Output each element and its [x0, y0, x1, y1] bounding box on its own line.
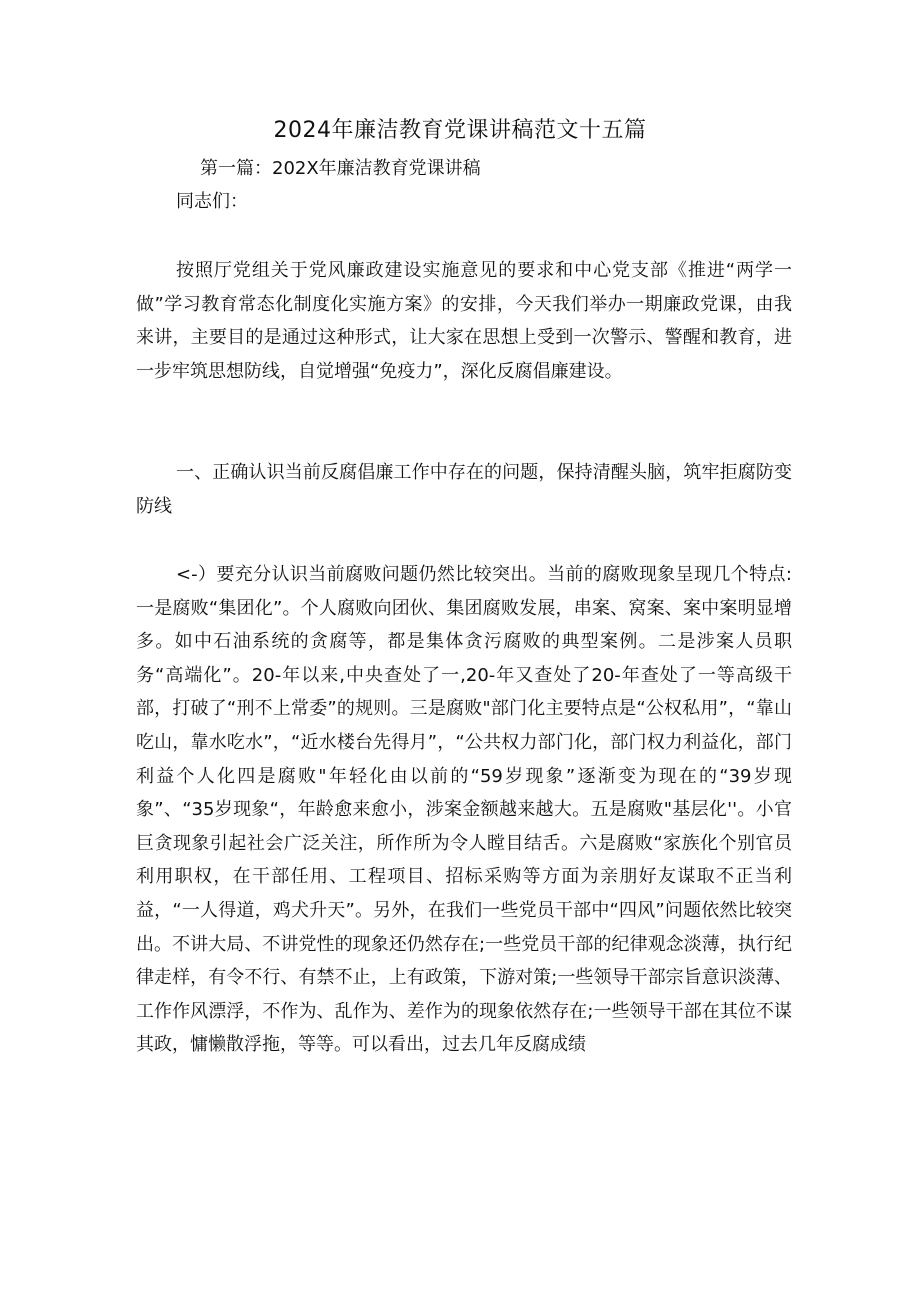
paragraph-intro: 按照厅党组关于党风廉政建设实施意见的要求和中心党支部《推进“两学一做”学习教育常态化制度化实施方案》的安排，今天我们举办一期廉政党课，由我来讲，主要目的是通过这种形式，让大家在思想上受到一次警示、警醒和教育，进一步牢筑思想防线，自觉增强“免疫力”，深化反腐倡廉建设。	[136, 260, 792, 382]
salutation: 同志们：	[176, 191, 248, 212]
section-heading-one: 一、正确认识当前反腐倡廉工作中存在的问题，保持清醒头脑，筑牢拒腐防变防线	[136, 462, 792, 517]
document-subtitle: 第一篇：202X年廉洁教育党课讲稿	[200, 158, 481, 179]
paragraph-corruption-features: <-）要充分认识当前腐败问题仍然比较突出。当前的腐败现象呈现几个特点:一是腐败“集团化”。个人腐败向团伙、集团腐败发展，串案、窝案、案中案明显增多。如中石油系统的贪腐等，都是集体贪污腐败的典型案例。二是涉案人员职务“高端化”。20-年以来,中央查处了一,20-年又查处了20-年查处了一等高级干部，打破了“刑不上常委”的规则。三是腐败"部门化主要特点是“公权私用”，“靠山吃山，靠水吃水”，“近水楼台先得月”，“公共权力部门化，部门权力利益化，部门利益个人化四是腐败"年轻化由以前的“59岁现象”逐渐变为现在的“39岁现象”、“35岁现象“，年龄愈来愈小，涉案金额越来越大。五是腐败"基层化''。小官巨贪现象引起社会广泛关注，所作所为令人瞠目结舌。六是腐败“家族化个别官员利用职权，在干部任用、工程项目、招标采购等方面为亲朋好友谋取不正当利益，“一人得道，鸡犬升天”。另外，在我们一些党员干部中“四风”问题依然比较突出。不讲大局、不讲党性的现象还仍然存在;一些党员干部的纪律观念淡薄，执行纪律走样，有令不行、有禁不止，上有政策，下游对策;一些领导干部宗旨意识淡薄、工作作风漂浮，不作为、乱作为、差作为的现象依然存在;一些领导干部在其位不谋其政，慵懒散浮拖，等等。可以看出，过去几年反腐成绩	[136, 564, 792, 1056]
document-title: 2024年廉洁教育党课讲稿范文十五篇	[273, 118, 647, 143]
